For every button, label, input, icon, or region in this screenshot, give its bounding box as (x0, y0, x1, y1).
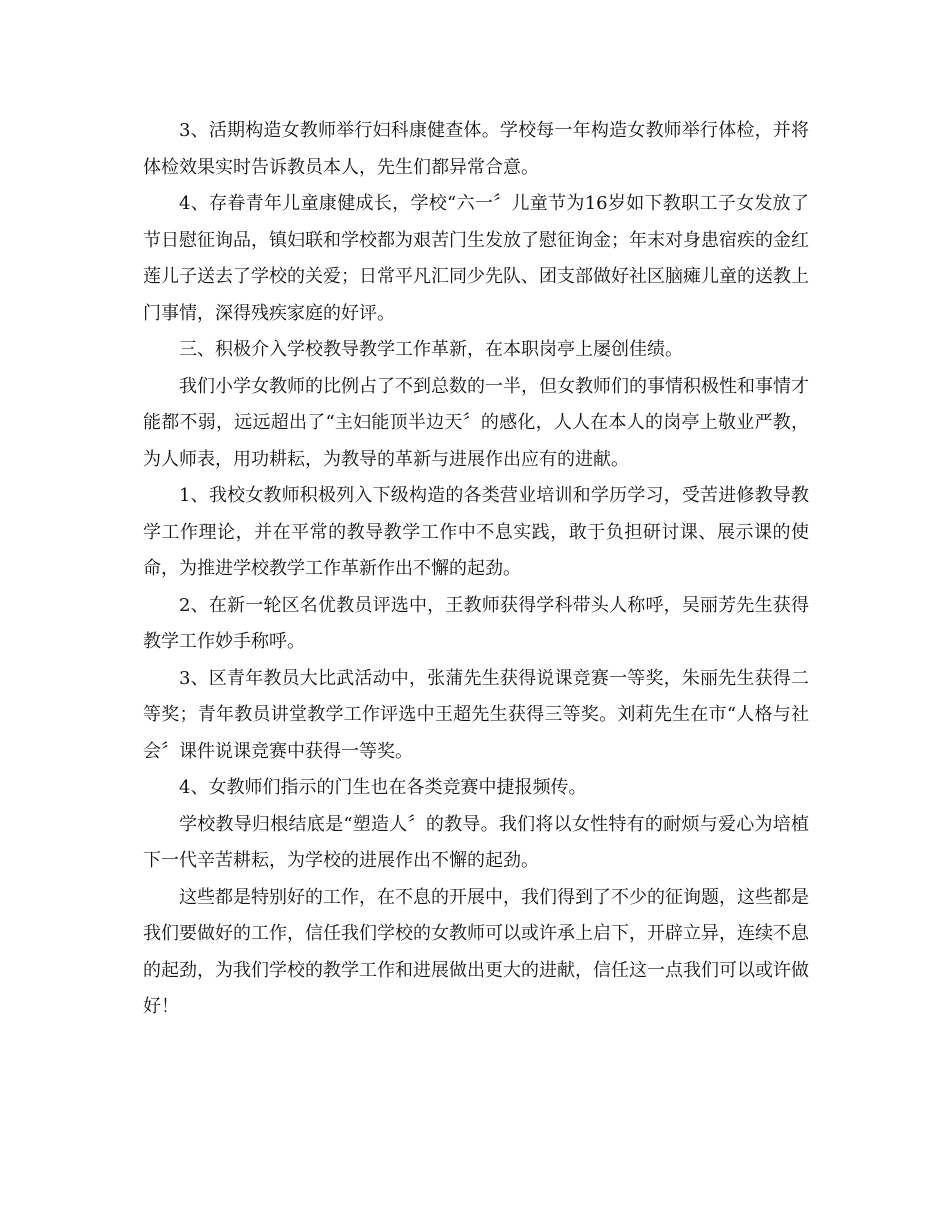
paragraph-female-teachers: 我们小学女教师的比例占了不到总数的一半，但女教师们的事情积极性和事情才能都不弱，远远超出了“主妇能顶半边天〞的感化，人人在本人的岗亭上敬业严教，为人师表，用功耕耘，为教导的革新与进展作出应有的进献。 (143, 375, 809, 470)
paragraph-education-goal: 学校教导归根结底是“塑造人〞的教导。我们将以女性特有的耐烦与爱心为培植下一代辛苦耕耘，为学校的进展作出不懈的起劲。 (143, 813, 809, 871)
paragraph-training: 1、我校女教师积极列入下级构造的各类营业培训和学历学习，受苦进修教导教学工作理论，并在平常的教导教学工作中不息实践，敢于负担研讨课、展示课的使命，为推进学校教学工作革新作出不懈的起劲。 (143, 485, 809, 579)
paragraph-evaluation: 2、在新一轮区名优教员评选中，王教师获得学科带头人称呼，吴丽芳先生获得教学工作妙手称呼。 (143, 594, 809, 652)
paragraph-competition: 3、区青年教员大比武活动中，张蒲先生获得说课竞赛一等奖，朱丽先生获得二等奖；青年教员讲堂教学工作评选中王超先生获得三等奖。刘莉先生在市“人格与社会〞课件说课竞赛中获得一等奖。 (143, 667, 809, 762)
paragraph-students: 4、女教师们指示的门生也在各类竞赛中捷报频传。 (179, 777, 587, 798)
section-heading-teaching-reform: 三、积极介入学校教导教学工作革新，在本职岗亭上屡创佳绩。 (179, 339, 683, 360)
paragraph-children-care: 4、存眷青年儿童康健成长，学校“六一〞儿童节为16岁如下教职工子女发放了节日慰征询品，镇妇联和学校都为艰苦门生发放了慰征询金；年末对身患宿疾的金红莲儿子送去了学校的关爱；日常平凡汇同少先队、团支部做好社区脑瘫儿童的送教上门事情，深得残疾家庭的好评。 (143, 193, 809, 324)
paragraph-conclusion: 这些都是特别好的工作，在不息的开展中，我们得到了不少的征询题，这些都是我们要做好的工作，信任我们学校的女教师可以或许承上启下，开辟立异，连续不息的起劲，为我们学校的教学工作和进展做出更大的进献，信任这一点我们可以或许做好！ (143, 886, 809, 1017)
document-body (143, 113, 809, 1026)
paragraph-health-checkup: 3、活期构造女教师举行妇科康健查体。学校每一年构造女教师举行体检，并将体检效果实时告诉教员本人，先生们都异常合意。 (143, 120, 809, 178)
